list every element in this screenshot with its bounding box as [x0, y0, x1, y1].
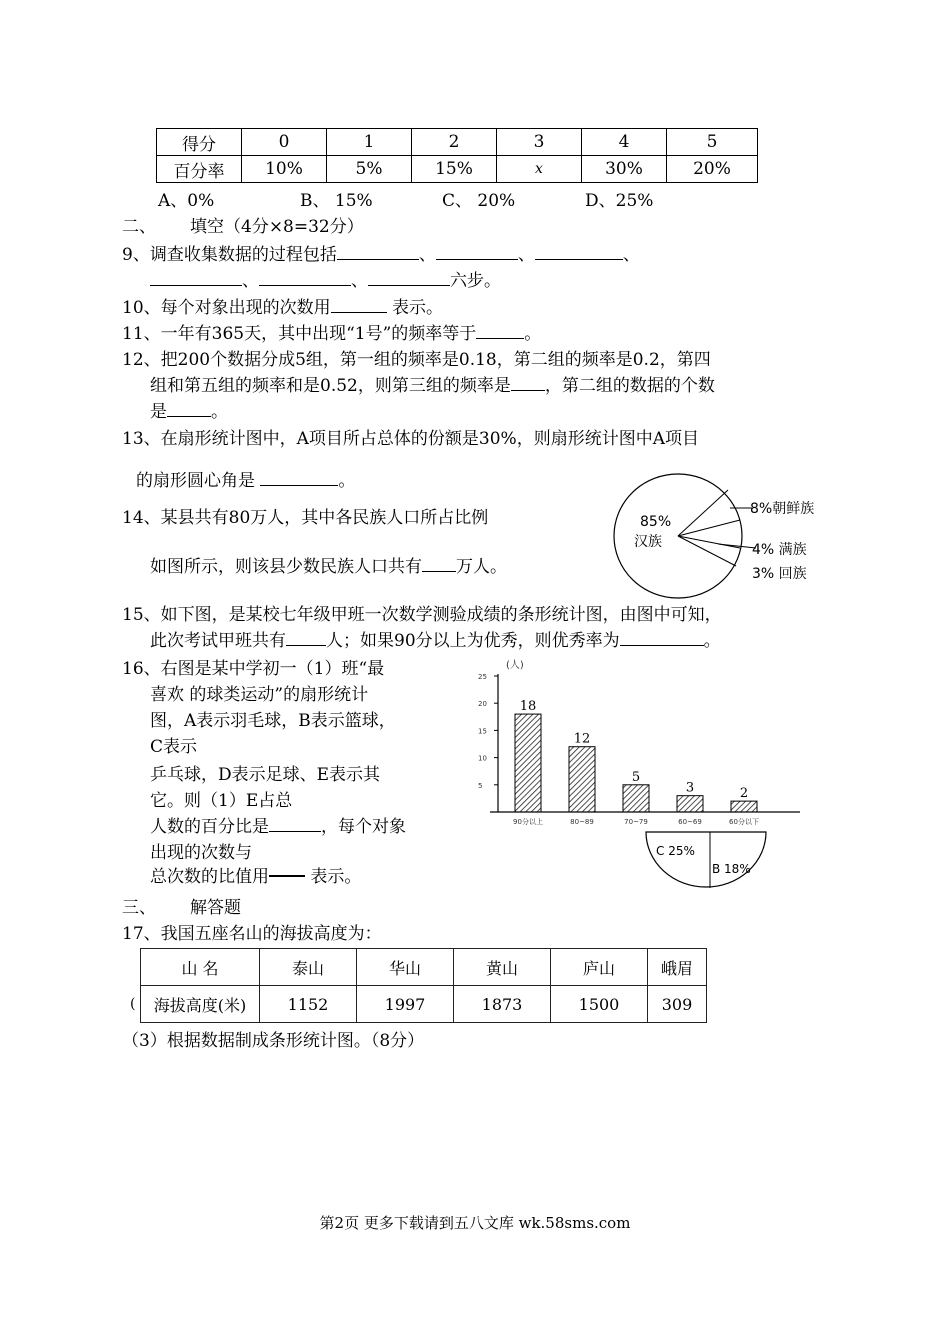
q11-text: 11、一年有365天，其中出现“1号”的频率等于: [122, 324, 477, 344]
bar-y-tick-label: 15: [478, 727, 487, 736]
score-cell: 3: [497, 129, 582, 156]
q16-text: 总次数的比值用: [150, 867, 269, 887]
q16-dash: [269, 875, 305, 877]
q10-text-end: 表示。: [386, 298, 444, 318]
q15-line1: 15、如下图，是某校七年级甲班一次数学测验成绩的条形统计图，由图中可知，: [122, 605, 722, 625]
q16-text: 表示。: [305, 867, 362, 887]
score-cell: 1: [327, 129, 412, 156]
bar-y-tick-label: 25: [478, 673, 487, 681]
q12-blank-2: [167, 399, 211, 417]
score-cell: 得分: [157, 129, 242, 156]
bar-value-label: 3: [685, 780, 695, 796]
option-b: B、 15%: [300, 191, 373, 211]
section3-number: 三、: [122, 898, 156, 918]
q15-blank-2: [620, 628, 704, 646]
q13-text-end: 。: [338, 471, 356, 491]
score-cell: 4: [582, 129, 667, 156]
q12-text: ，第二组的数据的个数: [544, 376, 715, 396]
mountain-cell: 1997: [357, 986, 454, 1023]
q9-blank-4: [150, 268, 242, 286]
q12-line1: 12、把200个数据分成5组，第一组的频率是0.18，第二组的频率是0.2，第四: [122, 350, 711, 370]
score-cell: 15%: [412, 156, 497, 183]
q17-part3: （3）根据数据制成条形统计图。（8分）: [122, 1031, 425, 1051]
mountain-cell: 海拔高度(米): [141, 986, 260, 1023]
mountain-table: [140, 948, 707, 1023]
score-cell: 2: [412, 129, 497, 156]
score-cell: 30%: [582, 156, 667, 183]
mountain-header: 峨眉: [648, 949, 707, 986]
q9-text: 9、调查收集数据的过程包括: [122, 245, 337, 265]
bar-category-label: 60~69: [678, 818, 702, 826]
q11-text-end: 。: [524, 324, 542, 344]
q15-text-end: 。: [703, 631, 721, 651]
q16-line5: 乒乓球，D表示足球、E表示其: [150, 765, 381, 785]
pie-line-3: [678, 536, 740, 548]
section2-title: 填空（4分×8=32分）: [190, 217, 364, 237]
bar: [677, 796, 703, 812]
q14-line1: 14、某县共有80万人，其中各民族人口所占比例: [122, 508, 489, 528]
q12-text: 组和第五组的频率和是0.52，则第三组的频率是: [150, 376, 511, 396]
pie-label-han: 汉族: [634, 534, 662, 550]
bar-category-label: 70~79: [624, 818, 648, 826]
mountain-header: 泰山: [260, 949, 357, 986]
q9-sep: 、: [351, 271, 368, 291]
q16-blank-1: [269, 814, 321, 832]
q16-line8: 出现的次数与: [150, 843, 252, 863]
bar: [731, 801, 757, 812]
q9-sep: 、: [418, 245, 436, 265]
option-d: D、25%: [585, 191, 654, 211]
q14-text-end: 万人。: [456, 557, 507, 577]
q16-line2: 喜欢 的球类运动”的扇形统计: [150, 685, 369, 705]
q12-line3: [150, 397, 228, 422]
score-bar-chart: [470, 652, 810, 902]
mountain-header: 黄山: [454, 949, 551, 986]
bar-value-label: 5: [631, 769, 641, 785]
q9-line1: [122, 240, 640, 265]
q9-end: 六步。: [450, 271, 501, 291]
q10: [122, 293, 443, 318]
bar-value-label: 2: [739, 786, 749, 802]
section2-number: 二、: [122, 217, 156, 237]
ball-pie-label-b: B 18%: [712, 862, 751, 876]
bar-value-label: 12: [573, 731, 591, 747]
q9-line2: [150, 266, 501, 291]
bar-category-label: 60分以下: [729, 818, 759, 826]
paren-mark: (: [130, 996, 136, 1012]
q13-text: 的扇形圆心角是: [136, 471, 261, 491]
q12-blank-1: [511, 373, 545, 391]
q16-line4: C表示: [150, 737, 198, 757]
q16-text: 人数的百分比是: [150, 817, 269, 837]
score-cell: 10%: [242, 156, 327, 183]
mountain-header: 庐山: [551, 949, 648, 986]
mountain-header: 华山: [357, 949, 454, 986]
q12-text: 。: [211, 402, 228, 422]
bar-y-tick-label: 10: [478, 754, 487, 763]
mountain-header: 山 名: [141, 949, 260, 986]
q10-text: 10、每个对象出现的次数用: [122, 298, 331, 318]
bar-ylabel: (人): [506, 660, 524, 671]
q9-blank-5: [259, 268, 351, 286]
pie-label-han-pct: 85%: [640, 514, 672, 530]
bar-y-tick-label: 20: [478, 700, 487, 709]
mountain-cell: 309: [648, 986, 707, 1023]
q9-sep: 、: [517, 245, 535, 265]
q16-line9: [150, 862, 361, 887]
mountain-cell: 1500: [551, 986, 648, 1023]
q13-blank: [260, 468, 338, 486]
q9-blank-2: [436, 242, 518, 260]
q15-text: 此次考试甲班共有: [150, 631, 286, 651]
q13-line2: [136, 466, 355, 491]
q14-line2: [150, 552, 507, 577]
bar: [569, 747, 595, 812]
q10-blank: [331, 295, 387, 313]
mountain-cell: 1152: [260, 986, 357, 1023]
bar-category-label: 90分以上: [513, 818, 543, 826]
q13-line1: 13、在扇形统计图中，A项目所占总体的份额是30%，则扇形统计图中A项目: [122, 429, 699, 449]
bar-y-tick-label: 5: [478, 781, 483, 790]
q16-line1: 16、右图是某中学初一（1）班“最: [122, 659, 385, 679]
pie-line-4: [678, 536, 736, 566]
score-cell: 百分率: [157, 156, 242, 183]
bar-category-label: 80~89: [570, 818, 594, 826]
pie-label-hui: 3% 回族: [752, 566, 807, 582]
q16-line7: [150, 812, 406, 837]
option-a: A、0%: [158, 191, 215, 211]
q9-blank-6: [368, 268, 450, 286]
score-cell: 5: [667, 129, 758, 156]
page-footer: 第2页 更多下载请到五八文库 wk.58sms.com: [319, 1214, 631, 1232]
score-cell: 5%: [327, 156, 412, 183]
q9-sep: 、: [622, 245, 640, 265]
q12-text: 是: [150, 402, 167, 422]
q9-sep: 、: [242, 271, 259, 291]
bar-value-label: 18: [519, 699, 537, 715]
section3-title: 解答题: [190, 898, 241, 918]
pie-label-chaoxian: 8%朝鲜族: [750, 501, 815, 517]
q16-line6: 它。则（1）E占总: [150, 791, 293, 811]
q15-line2: [150, 626, 721, 651]
score-cell: 0: [242, 129, 327, 156]
mountain-cell: 1873: [454, 986, 551, 1023]
q17-text: 17、我国五座名山的海拔高度为：: [122, 924, 382, 944]
score-cell: 20%: [667, 156, 758, 183]
bar: [623, 785, 649, 812]
option-c: C、 20%: [442, 191, 516, 211]
q11: [122, 319, 541, 344]
q9-blank-3: [535, 242, 623, 260]
q14-text: 如图所示，则该县少数民族人口共有: [150, 557, 422, 577]
q15-text: 人；如果90分以上为优秀，则优秀率为: [326, 631, 620, 651]
q12-line2: [150, 371, 715, 396]
bar: [515, 714, 541, 812]
q11-blank: [476, 321, 524, 339]
q15-blank-1: [286, 628, 326, 646]
score-table: [156, 128, 758, 183]
ball-pie-label-c: C 25%: [656, 844, 695, 858]
pie-label-man: 4% 满族: [752, 542, 807, 558]
q14-blank: [422, 554, 456, 572]
ethnic-pie-chart: [600, 468, 850, 608]
q16-line3: 图，A表示羽毛球，B表示篮球，: [150, 711, 396, 731]
ball-pie-chart: [646, 832, 766, 887]
q9-blank-1: [337, 242, 419, 260]
score-cell: x: [497, 156, 582, 183]
q16-text: ，每个对象: [321, 817, 406, 837]
